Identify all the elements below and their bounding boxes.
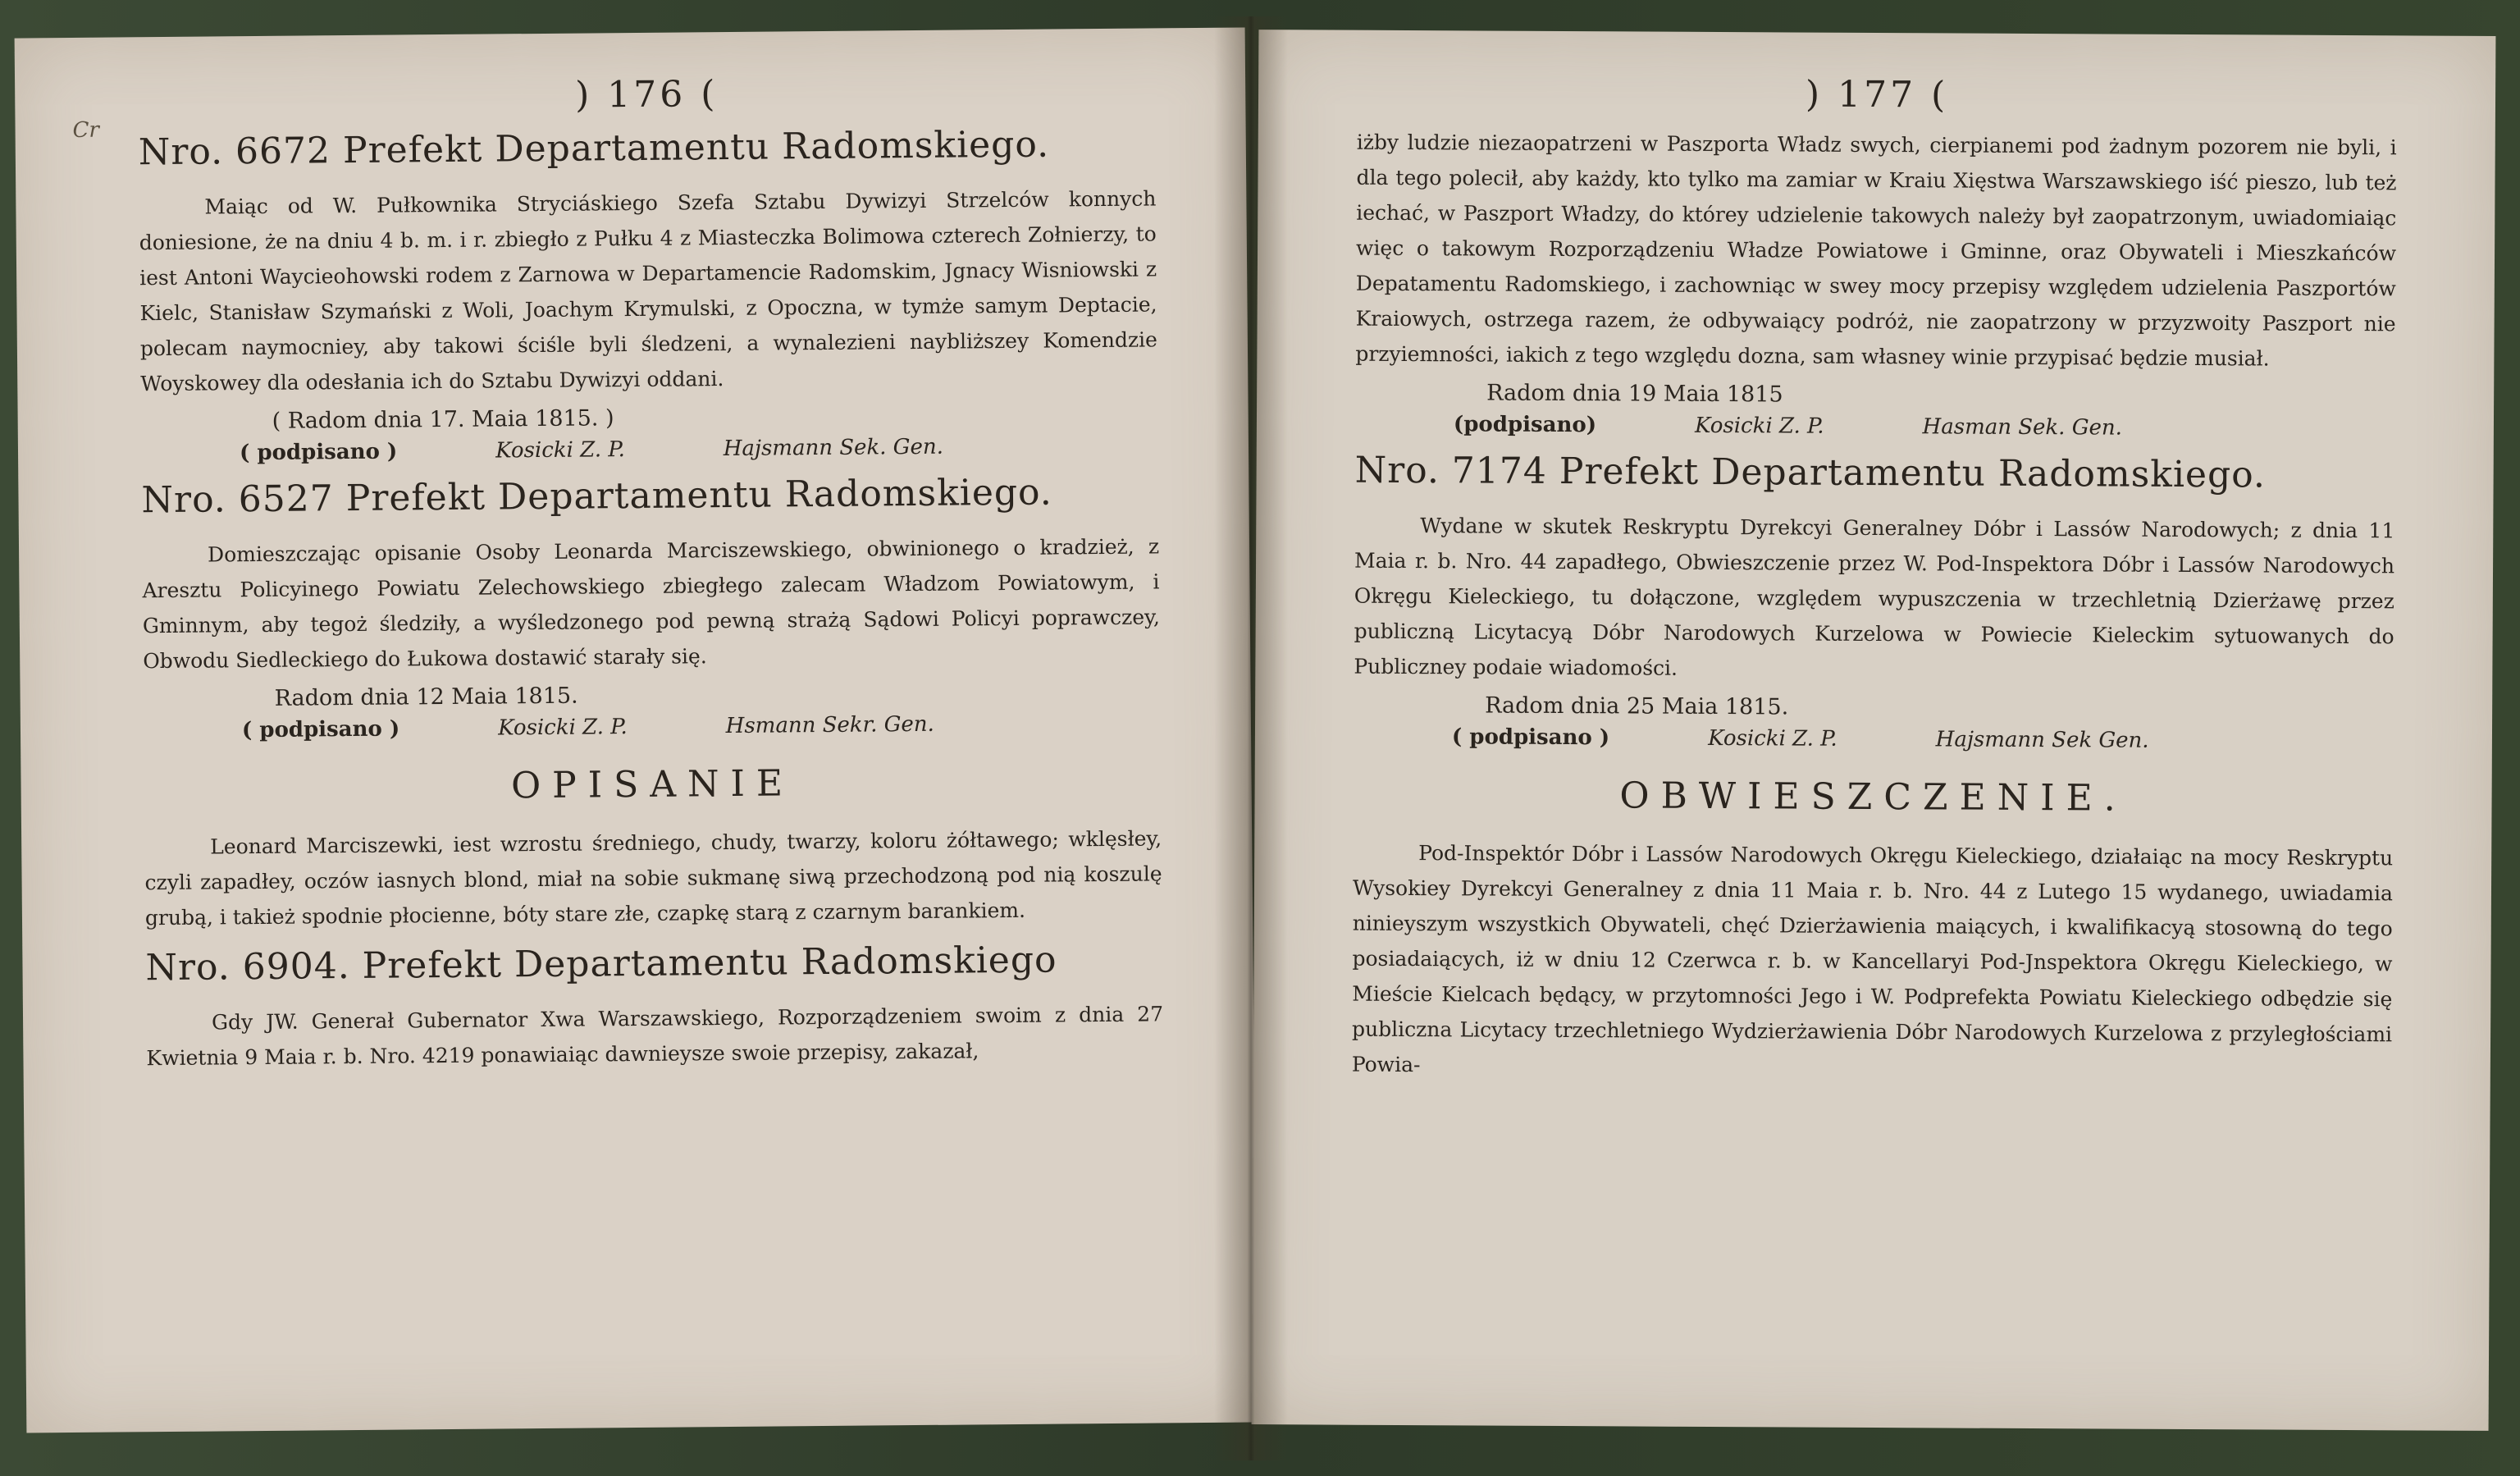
continued-body: iżby ludzie niezaopatrzeni w Paszporta Władz swych, cierpianemi pod żadnym pozorem nie byli, i dla tego polecił, aby każdy, kto tylko ma zamiar w Kraiu Xięstwa Warszawskiego iść pieszo, lub też iechać, w Paszport Władzy, do którey udzielenie takowych należy był zaopatrzonym, uwiadomiaiąc więc o takowym Rozporządzeniu Władze Powiatowe i Gminne, oraz Obywateli i Mieszkańców Depatamentu Radomskiego, i zachowniąc w swey mocy przepisy względem udzielenia Paszportów Kraiowych, ostrzega razem, że odbywaiący podróż, nie zaopatrzony w przyzwoity Paszport nie przyiemności, iakich z tego względu dozna, sam własney winie przypisać będzie musiał. (1355, 130, 2397, 371)
notice-heading: Nro. 6672 Prefekt Departamentu Radomskiego. (138, 123, 1050, 174)
section-title: OBWIESZCZENIE. (1619, 775, 2127, 820)
notice-date: Radom dnia 12 Maia 1815. (274, 683, 578, 711)
announcement-body: Pod-Inspektór Dóbr i Lassów Narodowych Okręgu Kieleckiego, działaiąc na mocy Reskryptu Wysokiey Dyrekcyi Generalney z dnia 11 Maia r. b. Nro. 44 z Lutego 15 wydanego, uwiadamia ninieyszym wszystkich Obywateli, chęć Dzierżawienia maiących, i kwalifikacyą stosowną do tego posiadaiących, iż w dniu 12 Czerwca r. b. w Kancellaryi Pod-Jnspektora Okręgu Kieleckiego, w Mieście Kielcach będący, w przytomności Jego i W. Podprefekta Powiatu Kieleckiego odbędzie się publiczna Licytacy trzechletniego Wydzierżawienia Dóbr Narodowych Kurzelowa z przyległościami Powia- (1351, 841, 2394, 1077)
notice-body: Wydane w skutek Reskryptu Dyrekcyi Generalney Dóbr i Lassów Narodowych; z dnia 11 Maia r. b. Nro. 44 zapadłego, Obwieszczenie przez W. Pod-Inspektora Dóbr i Lassów Narodowych Okręgu Kieleckiego, tu dołączone, względem wypuszczenia w trzechletnią Dzierżawę przez publiczną Licytacyą Dóbr Narodowych Kurzelowa w Powiecie Kieleckim sytuowanych do Publiczney podaie wiadomości. (1354, 514, 2395, 680)
page-number: ) 176 ( (574, 73, 719, 117)
right-page-content (1352, 71, 2397, 1088)
book-gutter (1214, 16, 1288, 1460)
notice-date: Radom dnia 25 Maia 1815. (1485, 692, 1789, 720)
page-number: ) 177 ( (1805, 73, 1949, 117)
left-page-content (138, 69, 1164, 1076)
notice-heading: Nro. 7174 Prefekt Departamentu Radomskiego. (1354, 449, 2267, 496)
notice-heading: Nro. 6527 Prefekt Departamentu Radomskiego. (141, 471, 1052, 522)
notice-date: Radom dnia 19 Maia 1815 (1486, 380, 1783, 408)
notice-body: Maiąc od W. Pułkownika Stryciáskiego Szefa Sztabu Dywizyi Strzelców konnych doniesione, że na dniu 4 b. m. i r. zbiegło z Pułku 4 z Miasteczka Bolimowa czterech Zołnierzy, to iest Antoni Waycieohowski rodem z Zarnowa w Departamencie Radomskim, Jgnacy Wisniowski z Kielc, Stanisław Szymański z Woli, Joachym Krymulski, z Opoczna, w tymże samym Deptacie, polecam naymocniey, aby takowi ściśle byli śledzeni, a wynalezieni naybliższey Komendzie Woyskowey dla odesłania ich do Sztabu Dywizyi oddani. (139, 186, 1157, 396)
signature-line: ( podpisano ) Kosicki Z. P. Hajsmann Sek Gen. (1451, 724, 2149, 753)
notice-date: ( Radom dnia 17. Maia 1815. ) (272, 405, 614, 434)
signature-line: ( podpisano ) Kosicki Z. P. Hajsmann Sek. Gen. (239, 434, 944, 466)
signature-line: ( podpisano ) Kosicki Z. P. Hsmann Sekr. Gen. (241, 711, 935, 743)
left-page (15, 27, 1258, 1433)
notice-body: Gdy JW. Generał Gubernator Xwa Warszawskiego, Rozporządzeniem swoim z dnia 27 Kwietnia 9 Maia r. b. Nro. 4219 ponawiaiąc dawnieysze swoie przepisy, zakazał, (146, 1002, 1164, 1071)
notice-heading: Nro. 6904. Prefekt Departamentu Radomskiego (145, 939, 1057, 989)
notice-body: Domieszczając opisanie Osoby Leonarda Marciszewskiego, obwinionego o kradzież, z Aresztu Policyinego Powiatu Zelechowskiego zbiegłego zalecam Władzom Powiatowym, i Gminnym, aby tegoż śledziły, a wyśledzonego pod pewną strażą Sądowi Policyi poprawczey, Obwodu Siedleckiego do Łukowa dostawić starały się. (142, 534, 1160, 674)
description-body: Leonard Marciszewki, iest wzrostu średniego, chudy, twarzy, koloru żółtawego; wklęsłey, czyli zapadłey, oczów iasnych blond, miał na sobie sukmanę siwą przechodzoną pod nią koszulę grubą, i takież spodnie płocienne, bóty stare złe, czapkę starą z czarnym barankiem. (144, 826, 1162, 930)
section-title: OPISANIE (510, 762, 795, 807)
right-page (1252, 30, 2496, 1431)
margin-mark: Cr (72, 117, 100, 143)
signature-line: (podpisano) Kosicki Z. P. Hasman Sek. Gen. (1453, 412, 2123, 441)
